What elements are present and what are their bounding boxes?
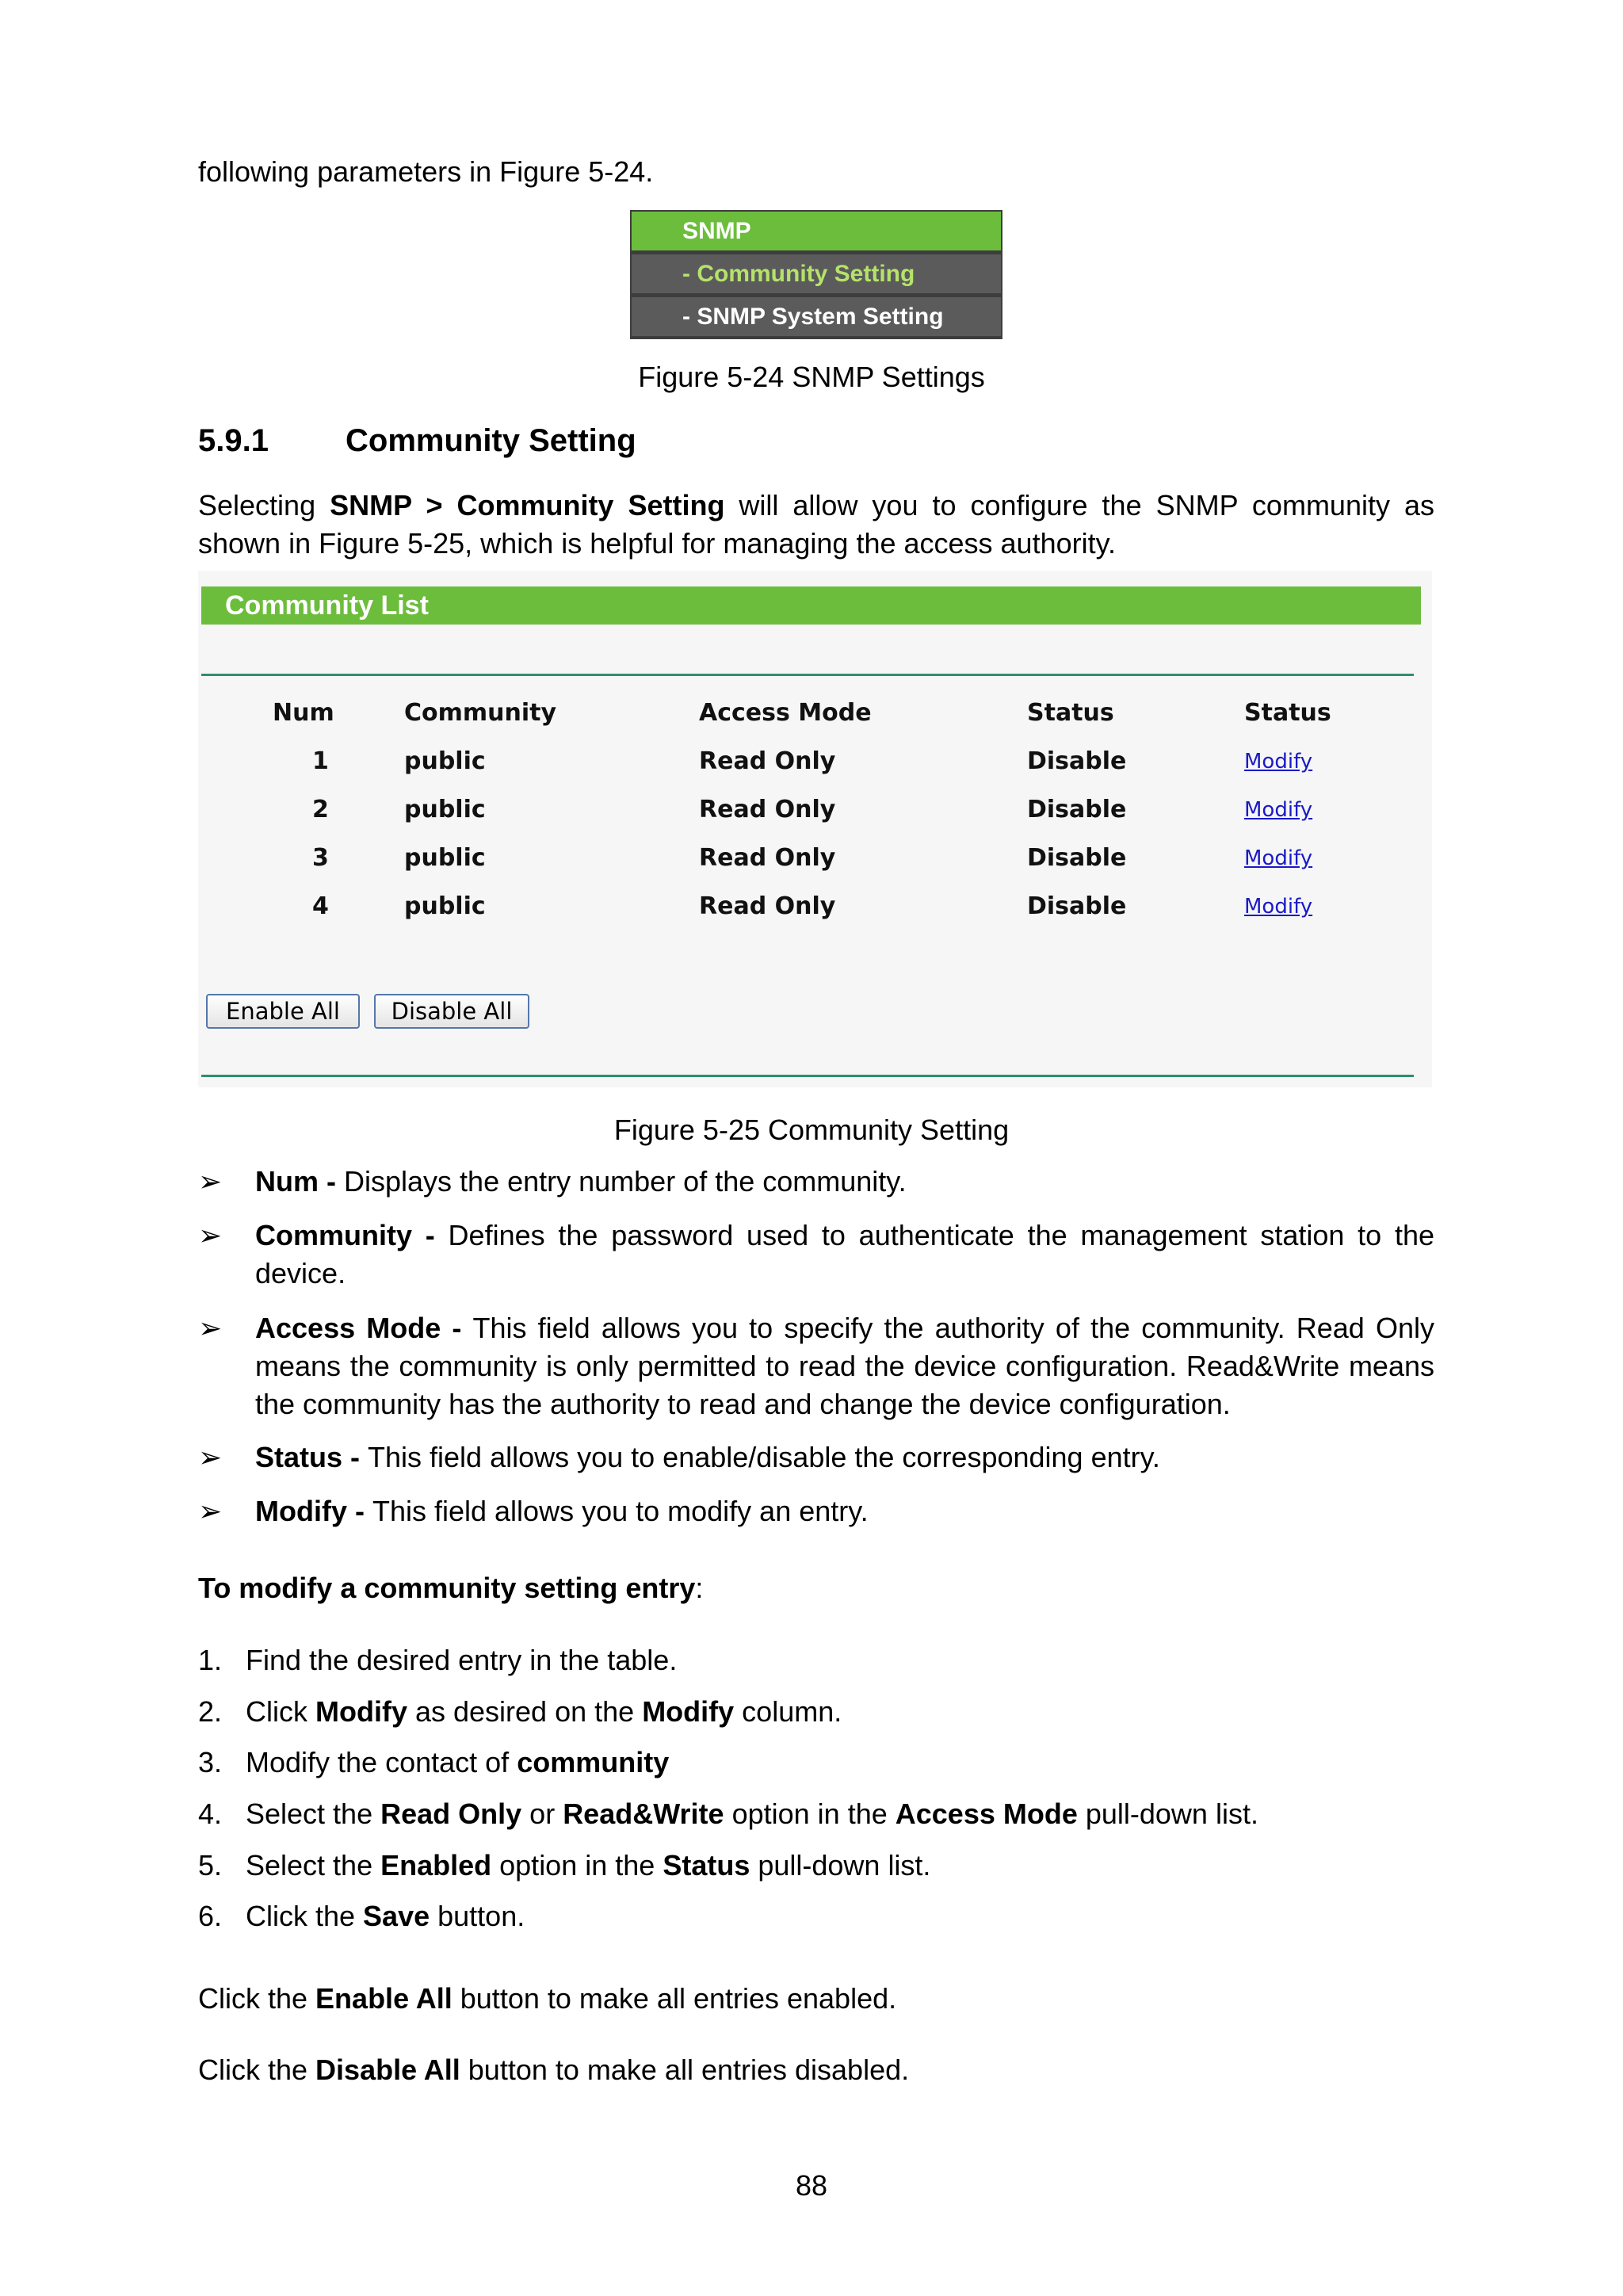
step-text: Select the Read Only or Read&Write option in the Access Mode pull-down list. xyxy=(246,1797,1258,1830)
step-number: 1. xyxy=(198,1644,223,1676)
disable-all-button[interactable]: Disable All xyxy=(374,994,529,1029)
section-title: Community Setting xyxy=(346,423,636,458)
row-2-status: Disable xyxy=(1027,796,1127,823)
row-4-status: Disable xyxy=(1027,892,1127,920)
snmp-menu xyxy=(630,210,1002,339)
row-4-community: public xyxy=(404,892,486,920)
row-1-access-mode: Read Only xyxy=(699,747,836,775)
step-text: Click the Save button. xyxy=(246,1900,525,1932)
row-2-community: public xyxy=(404,796,486,823)
row-4-num: 4 xyxy=(312,892,329,920)
community-list-header: Community List xyxy=(201,586,1421,625)
disable-all-note: Click the Disable All button to make all entries disabled. xyxy=(198,2053,910,2086)
col-community-header: Community xyxy=(404,699,557,727)
section-number: 5.9.1 xyxy=(198,423,269,458)
intro-text: following parameters in Figure 5-24. xyxy=(198,155,654,188)
step-text: Find the desired entry in the table. xyxy=(246,1644,678,1676)
community-list-panel xyxy=(198,571,1432,1087)
step-number: 3. xyxy=(198,1746,223,1778)
figure-5-24-caption: Figure 5-24 SNMP Settings xyxy=(638,361,985,393)
step-number: 6. xyxy=(198,1900,223,1932)
bullet-num: Num - Displays the entry number of the community. xyxy=(255,1165,907,1198)
col-access-mode-header: Access Mode xyxy=(699,699,872,727)
step-text: Modify the contact of community xyxy=(246,1746,670,1778)
bullet-arrow-icon: ➢ xyxy=(198,1312,223,1344)
intro-paragraph: Selecting SNMP > Community Setting will allow you to configure the SNMP community as shown in Figure 5-25, which is helpful for managing the access authority. xyxy=(198,489,1434,560)
row-3-num: 3 xyxy=(312,844,329,872)
menu-item-community-setting[interactable]: - Community Setting xyxy=(632,254,1001,293)
bullet-status: Status - This field allows you to enable/disable the corresponding entry. xyxy=(255,1441,1160,1473)
row-1-modify-link[interactable]: Modify xyxy=(1244,750,1313,774)
bullet-arrow-icon: ➢ xyxy=(198,1441,223,1473)
col-status-header: Status xyxy=(1027,699,1114,727)
bullet-community: Community - Defines the password used to authenticate the management station to the device. xyxy=(255,1219,1435,1289)
row-3-modify-link[interactable]: Modify xyxy=(1244,846,1313,870)
bullet-modify: Modify - This field allows you to modify an entry. xyxy=(255,1495,869,1527)
page-number: 88 xyxy=(795,2169,828,2202)
row-4-access-mode: Read Only xyxy=(699,892,836,920)
row-3-community: public xyxy=(404,844,486,872)
step-text: Select the Enabled option in the Status pull-down list. xyxy=(246,1849,931,1881)
row-2-modify-link[interactable]: Modify xyxy=(1244,798,1313,822)
row-2-num: 2 xyxy=(312,796,329,823)
step-number: 4. xyxy=(198,1797,223,1830)
col-num-header: Num xyxy=(273,699,334,727)
enable-all-button[interactable]: Enable All xyxy=(206,994,360,1029)
divider-bottom xyxy=(201,1075,1414,1077)
row-2-access-mode: Read Only xyxy=(699,796,836,823)
row-1-community: public xyxy=(404,747,486,775)
step-text: Click Modify as desired on the Modify column. xyxy=(246,1695,842,1728)
steps-heading: To modify a community setting entry: xyxy=(198,1572,704,1604)
row-3-status: Disable xyxy=(1027,844,1127,872)
divider-top xyxy=(201,674,1414,676)
row-1-num: 1 xyxy=(312,747,329,775)
bullet-arrow-icon: ➢ xyxy=(198,1219,223,1251)
menu-item-snmp[interactable]: SNMP xyxy=(632,212,1001,250)
bullet-access-mode: Access Mode - This field allows you to specify the authority of the community. Read Only means the community is only permitted to read the device configuration. Read&Write means the community has the authority to read and change the device configuration. xyxy=(255,1312,1434,1420)
col-action-header: Status xyxy=(1244,699,1331,727)
row-4-modify-link[interactable]: Modify xyxy=(1244,895,1313,919)
figure-5-25-caption: Figure 5-25 Community Setting xyxy=(613,1114,1010,1146)
row-1-status: Disable xyxy=(1027,747,1127,775)
bullet-arrow-icon: ➢ xyxy=(198,1495,223,1527)
menu-item-snmp-system-setting[interactable]: - SNMP System Setting xyxy=(632,297,1001,336)
enable-all-note: Click the Enable All button to make all entries enabled. xyxy=(198,1982,897,2015)
row-3-access-mode: Read Only xyxy=(699,844,836,872)
bullet-arrow-icon: ➢ xyxy=(198,1165,223,1198)
step-number: 5. xyxy=(198,1849,223,1881)
step-number: 2. xyxy=(198,1695,223,1728)
